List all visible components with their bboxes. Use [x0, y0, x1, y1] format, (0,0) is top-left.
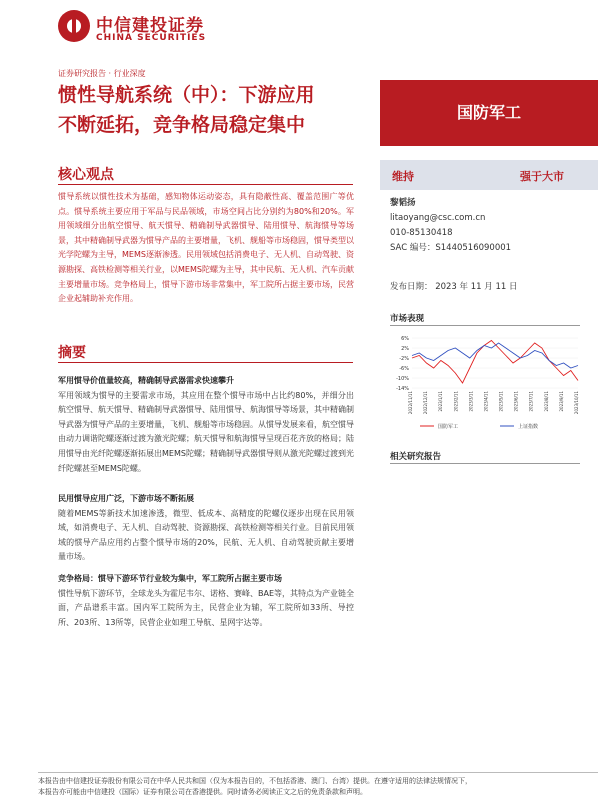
summary-competition-body: 惯性导航下游环节，全球龙头为霍尼韦尔、诺格、赛峰、BAE等，其特点为产业链全面，产品谱系丰富。国内军工院所为主，民营企业为辅，军工院所如33所、导控所、203所、13所等，民营企业如理工导航、星网宇达等。: [58, 588, 355, 627]
related-reports-heading: 相关研究报告: [390, 452, 442, 462]
report-type-breadcrumb: 证券研究报告 · 行业深度: [58, 69, 146, 78]
core-viewpoint-text: 惯导系统以惯性技术为基础，感知物体运动姿态，具有隐蔽性高、覆盖范围广等优点。惯导系统主要应用于军品与民品领域，市场空间占比分别约为80%和20%。军用领域细分出航空惯导、航天惯导、精确制导武器惯导、陆用惯导、航海惯导等场景，其中精确制导武器为惯导产品的主要增量，飞机、舰船等市场稳固，惯导类型以光学陀螺为主导，MEMS逐渐渗透。民用领域包括消费电子、无人机、自动驾驶、资源勘探、高铁检测等相关行业，以MEMS陀螺为主导，其中民航、无人机、汽车贡献主要增量市场。竞争格局上，惯导下游市场非常集中，军工院所占据主要市场，民营企业起辅助补充作用。: [58, 192, 354, 304]
logo-chinese-name: 中信建投证券: [96, 16, 204, 36]
related-divider: [390, 463, 580, 464]
analyst-sac-id: SAC 编号：S1440516090001: [390, 243, 512, 253]
chart-x-tick-label: 2023/9/11: [558, 391, 564, 412]
analyst-phone: 010-85130418: [390, 228, 453, 238]
chart-legend-label: 国防军工: [438, 424, 459, 430]
report-title: [58, 80, 368, 140]
rating-bar: [380, 160, 598, 190]
logo-mark-icon: [58, 10, 90, 42]
disclaimer-line2: 本报告亦可能由中信建投（国际）证券有限公司在香港提供。同时请务必阅读正文之后的免责条款和声明。: [38, 788, 367, 796]
disclaimer-footer: [38, 776, 598, 798]
summary-civil-heading: 民用惯导应用广泛，下游市场不断拓展: [58, 494, 194, 503]
core-divider: [58, 184, 353, 185]
report-title-line2: 不断延拓，竞争格局稳定集中: [58, 114, 306, 136]
chart-y-tick-label: 6%: [401, 336, 409, 342]
chart-x-tick-label: 2022/11/11: [408, 391, 413, 415]
market-performance-heading: 市场表现: [390, 314, 425, 324]
chart-x-tick-label: 2023/3/11: [468, 391, 474, 412]
chart-y-tick-label: 2%: [401, 346, 409, 352]
market-performance-chart: [390, 330, 585, 435]
core-viewpoint-heading: 核心观点: [58, 167, 114, 183]
chart-series-line-1: [412, 341, 578, 384]
logo-english-name: CHINA SECURITIES: [96, 33, 207, 43]
chart-y-tick-label: -2%: [399, 356, 409, 362]
chart-legend-label: 上证指数: [518, 424, 539, 430]
chart-y-tick-label: -6%: [399, 366, 409, 372]
publish-date: 发布日期： 2023 年 11 月 11 日: [390, 282, 518, 292]
disclaimer-line1: 本报告由中信建投证券股份有限公司在中华人民共和国（仅为本报告目的，不包括香港、澳门、台湾）提供。在遵守适用的法律法规情况下，: [38, 777, 472, 785]
chart-x-tick-label: 2023/8/11: [543, 391, 549, 412]
analyst-info: [390, 196, 511, 256]
chart-x-tick-label: 2023/5/11: [498, 391, 504, 412]
chart-y-tick-label: -10%: [396, 376, 409, 382]
chart-x-tick-label: 2023/10/11: [574, 391, 579, 415]
chart-x-tick-label: 2023/6/11: [513, 391, 519, 412]
chart-x-tick-label: 2023/1/11: [438, 391, 444, 412]
summary-paragraph-military: [58, 374, 354, 476]
market-divider: [390, 325, 580, 326]
company-logo: [58, 8, 218, 52]
summary-military-body: 军用领域为惯导的主要需求市场，其应用在整个惯导市场中占比约80%，并细分出航空惯导、航天惯导、精确制导武器惯导、陆用惯导、航海惯导等场景，其中精确制导武器为惯导产品的主要增量，飞机、舰船等市场稳固。从惯导发展来看，航空惯导由动力调谐陀螺逐渐过渡为激光陀螺；航天惯导和航海惯导呈现百花齐放的格局；陆用惯导由光纤陀螺逐渐拓展出MEMS陀螺；精确制导武器惯导则从激光陀螺过渡到光纤陀螺甚至MEMS陀螺。: [58, 390, 354, 473]
chart-x-tick-label: 2023/4/11: [483, 391, 489, 412]
footer-divider: [38, 772, 598, 773]
chart-x-tick-label: 2023/2/11: [453, 391, 459, 412]
chart-x-tick-label: 2023/7/11: [528, 391, 534, 412]
industry-label: 国防军工: [456, 103, 521, 122]
chart-y-tick-label: -14%: [396, 386, 409, 392]
summary-divider: [58, 362, 353, 363]
summary-heading: 摘要: [58, 345, 86, 361]
rating-value: 强于大市: [520, 170, 564, 183]
summary-civil-body: 随着MEMS等新技术加速渗透，微型、低成本、高精度的陀螺仪逐步出现在民用领域，如消费电子、无人机、自动驾驶、资源勘探、高铁检测等相关行业。目前民用领域的惯导产品应用约占整个惯导市场的20%，民航、无人机、自动驾驶贡献主要增量市场。: [58, 508, 354, 562]
industry-banner: [380, 80, 598, 146]
rating-action: 维持: [392, 170, 414, 183]
summary-military-heading: 军用惯导价值量较高，精确制导武器需求快速攀升: [58, 376, 234, 385]
analyst-name: 黎韬扬: [390, 198, 416, 208]
report-title-line1: 惯性导航系统（中）：下游应用: [58, 84, 315, 106]
summary-paragraph-civil: [58, 492, 354, 565]
analyst-email[interactable]: litaoyang@csc.com.cn: [390, 213, 486, 223]
chart-x-tick-label: 2022/12/11: [423, 391, 429, 415]
summary-competition-heading: 竞争格局：惯导下游环节行业较为集中，军工院所占据主要市场: [58, 574, 282, 583]
summary-paragraph-competition: [58, 572, 354, 630]
